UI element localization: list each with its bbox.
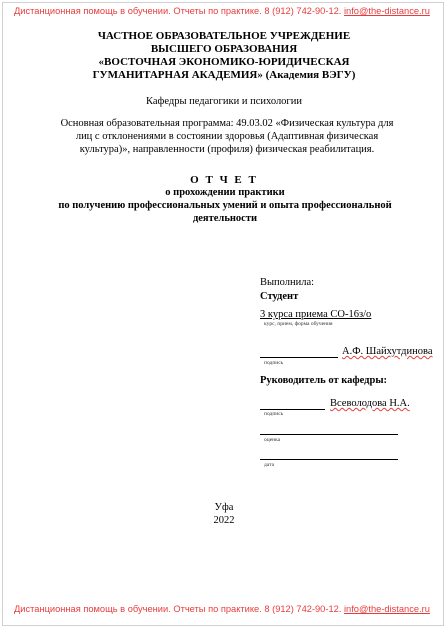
grade-caption: оценка [264,437,281,443]
organization-header [0,30,448,82]
report-subtitle-2: по получению профессиональных умений и опыта профессиональной [58,200,392,211]
org-line-4: ГУМАНИТАРНАЯ АКАДЕМИЯ» (Академия ВЭГУ) [92,69,356,81]
date-caption: дата [264,462,275,468]
org-line-3: «ВОСТОЧНАЯ ЭКОНОМИКО-ЮРИДИЧЕСКАЯ [98,56,350,68]
watermark-bottom [14,604,430,614]
performer-course: 3 курса приема СО-16з/о [260,309,372,320]
performer-label: Выполнила: [260,277,315,288]
performer-signature-line [260,357,338,358]
department: Кафедры педагогики и психологии [146,96,302,107]
org-line-2: ВЫСШЕГО ОБРАЗОВАНИЯ [150,43,298,55]
report-subtitle-3: деятельности [192,213,258,224]
watermark-top [14,6,430,16]
report-subtitle [40,186,410,225]
supervisor-name: Всеволодова Н.А. [330,398,410,409]
report-subtitle-1: о прохождении практики [165,187,285,198]
watermark-text: Дистанционная помощь в обучении. Отчеты по практике. 8 (912) 742-90-12. [14,604,342,614]
org-line-1: ЧАСТНОЕ ОБРАЗОВАТЕЛЬНОЕ УЧРЕЖДЕНИЕ [97,30,351,42]
grade-line [260,434,398,435]
date-line [260,459,398,460]
performer-name: А.Ф. Шайхутдинова [342,346,433,357]
performer-signature-caption: подпись [264,360,284,366]
watermark-text: Дистанционная помощь в обучении. Отчеты по практике. 8 (912) 742-90-12. [14,6,342,16]
year: 2022 [213,515,235,526]
program-description: Основная образовательная программа: 49.03.02 «Физическая культура для лиц с отклонениями в состоянии здоровья (Адаптивная физическая культура)», направленности (профиля) физическая реабилитация. [60,118,394,155]
city: Уфа [214,502,234,513]
supervisor-signature-caption: подпись [264,411,284,417]
supervisor-label: Руководитель от кафедры: [260,375,388,386]
performer-role: Студент [260,291,299,302]
report-title: О Т Ч Е Т [190,174,258,186]
watermark-email-link[interactable]: info@the-distance.ru [343,6,430,16]
course-caption: курс, прием, форма обучения [264,321,333,327]
supervisor-signature-line [260,409,325,410]
watermark-email-link[interactable]: info@the-distance.ru [343,604,430,614]
